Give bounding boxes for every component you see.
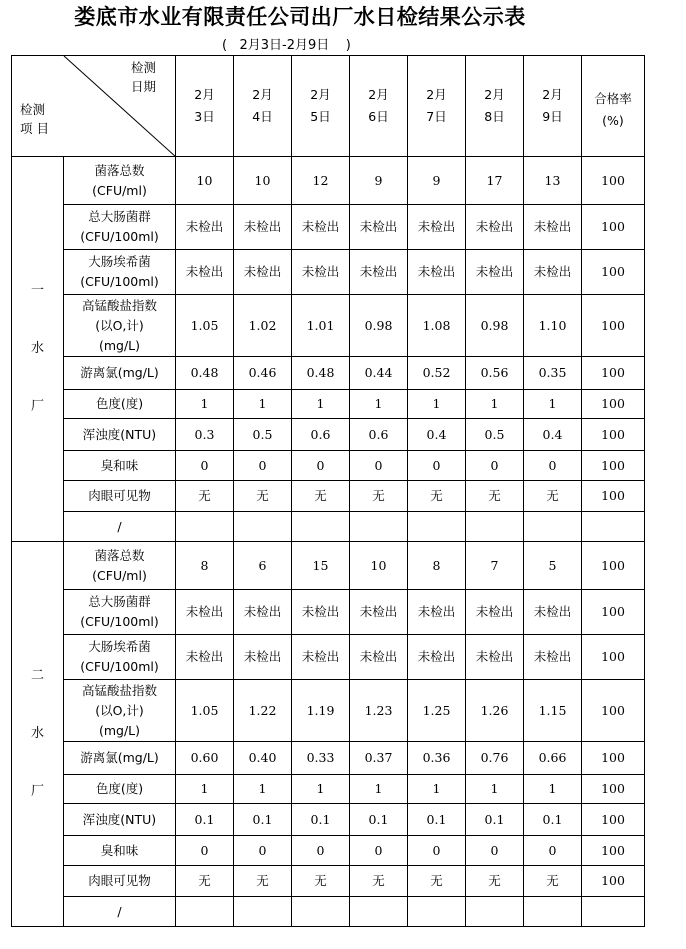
plant-name-char: 水	[30, 341, 44, 356]
result-value-cell: 15	[292, 542, 350, 590]
result-value-cell: 0	[176, 836, 234, 866]
result-value-cell	[350, 897, 408, 927]
table-row	[12, 742, 645, 775]
result-value-cell	[466, 897, 524, 927]
result-value-cell: 0	[466, 451, 524, 481]
result-value-cell: 未检出	[176, 205, 234, 250]
table-row	[12, 542, 645, 590]
result-value-cell: 无	[234, 866, 292, 897]
result-value-cell: 0.4	[524, 419, 582, 451]
result-value-cell: 0	[466, 836, 524, 866]
result-value-cell: 0.60	[176, 742, 234, 775]
table-row	[12, 250, 645, 295]
result-value-cell: 1	[524, 390, 582, 419]
test-item-cell: 臭和味	[64, 836, 176, 866]
result-value-cell: 1.26	[466, 680, 524, 742]
test-item-cell: 浑浊度(NTU)	[64, 419, 176, 451]
result-value-cell: 17	[466, 157, 524, 205]
test-item-cell: 肉眼可见物	[64, 866, 176, 897]
result-value-cell: 未检出	[234, 635, 292, 680]
pass-rate-cell: 100	[582, 542, 645, 590]
test-item-cell: 臭和味	[64, 451, 176, 481]
result-value-cell: 未检出	[524, 590, 582, 635]
result-value-cell: 0.35	[524, 357, 582, 390]
result-value-cell: 无	[234, 481, 292, 512]
result-value-cell: 1	[350, 390, 408, 419]
result-value-cell: 0	[524, 451, 582, 481]
table-row	[12, 804, 645, 836]
result-value-cell: 0	[350, 451, 408, 481]
pass-rate-cell: 100	[582, 775, 645, 804]
date-header: 2月 8日	[466, 56, 524, 157]
result-value-cell: 未检出	[292, 635, 350, 680]
result-value-cell: 未检出	[176, 635, 234, 680]
result-value-cell: 0	[350, 836, 408, 866]
result-value-cell: 0	[292, 451, 350, 481]
result-value-cell: 未检出	[466, 250, 524, 295]
date-header: 2月 4日	[234, 56, 292, 157]
date-header: 2月 5日	[292, 56, 350, 157]
table-row	[12, 295, 645, 357]
result-value-cell	[524, 512, 582, 542]
result-value-cell: 1	[234, 390, 292, 419]
result-value-cell: 无	[176, 481, 234, 512]
pass-rate-cell: 100	[582, 635, 645, 680]
result-value-cell: 1.23	[350, 680, 408, 742]
result-value-cell	[524, 897, 582, 927]
test-item-cell: 色度(度)	[64, 775, 176, 804]
table-row	[12, 512, 645, 542]
date-range: ( 2月3日-2月9日 )	[222, 38, 351, 53]
result-value-cell: 未检出	[292, 205, 350, 250]
table-row	[12, 866, 645, 897]
pass-rate-cell: 100	[582, 205, 645, 250]
results-table	[11, 55, 645, 927]
pass-rate-cell: 100	[582, 390, 645, 419]
pass-rate-cell: 100	[582, 590, 645, 635]
table-row	[12, 419, 645, 451]
corner-header-cell	[12, 56, 176, 157]
pass-rate-cell: 100	[582, 481, 645, 512]
table-row	[12, 680, 645, 742]
result-value-cell: 未检出	[524, 250, 582, 295]
result-value-cell: 0	[292, 836, 350, 866]
plant-name-char: 水	[30, 726, 44, 741]
plant-name-char: 二	[30, 668, 44, 683]
table-row	[12, 357, 645, 390]
result-value-cell: 1.22	[234, 680, 292, 742]
result-value-cell: 12	[292, 157, 350, 205]
result-value-cell: 0.1	[292, 804, 350, 836]
test-item-cell: 总大肠菌群 (CFU/100ml)	[64, 205, 176, 250]
table-row	[12, 836, 645, 866]
result-value-cell: 1.25	[408, 680, 466, 742]
result-value-cell: 1.19	[292, 680, 350, 742]
result-value-cell: 0.36	[408, 742, 466, 775]
result-value-cell: 未检出	[176, 590, 234, 635]
date-header: 2月 7日	[408, 56, 466, 157]
result-value-cell	[234, 897, 292, 927]
pass-rate-cell: 100	[582, 866, 645, 897]
test-item-cell: 肉眼可见物	[64, 481, 176, 512]
result-value-cell	[292, 897, 350, 927]
result-value-cell	[176, 512, 234, 542]
result-value-cell: 5	[524, 542, 582, 590]
result-value-cell: 0.1	[524, 804, 582, 836]
result-value-cell: 未检出	[524, 635, 582, 680]
result-value-cell: 0	[176, 451, 234, 481]
result-value-cell: 1.02	[234, 295, 292, 357]
result-value-cell: 无	[176, 866, 234, 897]
result-value-cell: 未检出	[466, 205, 524, 250]
result-value-cell: 0.1	[408, 804, 466, 836]
result-value-cell: 0.3	[176, 419, 234, 451]
result-value-cell: 0.5	[234, 419, 292, 451]
result-value-cell: 0.56	[466, 357, 524, 390]
result-value-cell: 0.6	[350, 419, 408, 451]
pass-rate-cell: 100	[582, 419, 645, 451]
result-value-cell: 0.1	[176, 804, 234, 836]
result-value-cell: 0.66	[524, 742, 582, 775]
result-value-cell: 未检出	[408, 635, 466, 680]
result-value-cell: 10	[234, 157, 292, 205]
pass-rate-cell: 100	[582, 250, 645, 295]
pass-rate-cell: 100	[582, 157, 645, 205]
result-value-cell: 1.08	[408, 295, 466, 357]
test-item-cell: 总大肠菌群 (CFU/100ml)	[64, 590, 176, 635]
result-value-cell: 8	[408, 542, 466, 590]
result-value-cell	[292, 512, 350, 542]
result-value-cell	[408, 897, 466, 927]
result-value-cell: 1	[234, 775, 292, 804]
pass-rate-cell	[582, 512, 645, 542]
result-value-cell: 无	[524, 481, 582, 512]
result-value-cell: 1	[408, 390, 466, 419]
pass-rate-cell: 100	[582, 804, 645, 836]
result-value-cell	[176, 897, 234, 927]
plant-name-char: 一	[30, 283, 44, 298]
result-value-cell: 未检出	[350, 205, 408, 250]
result-value-cell: 未检出	[408, 590, 466, 635]
result-value-cell: 1	[176, 775, 234, 804]
result-value-cell: 无	[466, 866, 524, 897]
result-value-cell	[350, 512, 408, 542]
result-value-cell: 0	[408, 836, 466, 866]
result-value-cell: 1	[292, 775, 350, 804]
test-item-cell: 高锰酸盐指数 (以O,计) (mg/L)	[64, 680, 176, 742]
result-value-cell: 未检出	[350, 250, 408, 295]
result-value-cell: 未检出	[350, 635, 408, 680]
corner-header-date: 检测 日期	[130, 60, 156, 94]
corner-header-item: 检测 项 目	[20, 102, 49, 136]
result-value-cell: 无	[408, 866, 466, 897]
test-item-cell: 游离氯(mg/L)	[64, 742, 176, 775]
result-value-cell: 1	[524, 775, 582, 804]
table-row	[12, 897, 645, 927]
result-value-cell: 1	[176, 390, 234, 419]
result-value-cell: 无	[350, 866, 408, 897]
result-value-cell: 1	[466, 390, 524, 419]
table-row	[12, 451, 645, 481]
result-value-cell: 0.48	[176, 357, 234, 390]
table-row	[12, 481, 645, 512]
result-value-cell: 0.33	[292, 742, 350, 775]
result-value-cell: 0	[234, 451, 292, 481]
date-header: 2月 3日	[176, 56, 234, 157]
result-value-cell: 0.98	[350, 295, 408, 357]
test-item-cell: 色度(度)	[64, 390, 176, 419]
test-item-cell: 大肠埃希菌 (CFU/100ml)	[64, 635, 176, 680]
result-value-cell: 未检出	[408, 205, 466, 250]
result-value-cell: 未检出	[466, 590, 524, 635]
pass-rate-cell: 100	[582, 680, 645, 742]
result-value-cell: 8	[176, 542, 234, 590]
test-item-cell: /	[64, 897, 176, 927]
test-item-cell: 高锰酸盐指数 (以O,计) (mg/L)	[64, 295, 176, 357]
result-value-cell: 0	[408, 451, 466, 481]
result-value-cell: 未检出	[234, 205, 292, 250]
result-value-cell: 0.46	[234, 357, 292, 390]
result-value-cell: 10	[350, 542, 408, 590]
table-row	[12, 590, 645, 635]
date-header: 2月 6日	[350, 56, 408, 157]
test-item-cell: 大肠埃希菌 (CFU/100ml)	[64, 250, 176, 295]
result-value-cell: 0	[524, 836, 582, 866]
result-value-cell: 13	[524, 157, 582, 205]
pass-rate-cell: 100	[582, 357, 645, 390]
result-value-cell: 1.01	[292, 295, 350, 357]
table-row	[12, 205, 645, 250]
result-value-cell: 1	[292, 390, 350, 419]
result-value-cell: 9	[350, 157, 408, 205]
result-value-cell: 未检出	[234, 590, 292, 635]
result-value-cell: 未检出	[466, 635, 524, 680]
result-value-cell: 0	[234, 836, 292, 866]
result-value-cell: 0.4	[408, 419, 466, 451]
table-row	[12, 775, 645, 804]
result-value-cell: 6	[234, 542, 292, 590]
result-value-cell: 1.05	[176, 295, 234, 357]
table-row	[12, 157, 645, 205]
result-value-cell: 无	[408, 481, 466, 512]
result-value-cell: 无	[292, 481, 350, 512]
date-header: 2月 9日	[524, 56, 582, 157]
test-item-cell: 菌落总数 (CFU/ml)	[64, 542, 176, 590]
result-value-cell: 未检出	[176, 250, 234, 295]
result-value-cell	[408, 512, 466, 542]
result-value-cell: 0.44	[350, 357, 408, 390]
result-value-cell: 0.6	[292, 419, 350, 451]
pass-rate-cell: 100	[582, 836, 645, 866]
plant-name-cell	[12, 542, 64, 927]
pass-rate-cell: 100	[582, 742, 645, 775]
result-value-cell: 1.15	[524, 680, 582, 742]
test-item-cell: 菌落总数 (CFU/ml)	[64, 157, 176, 205]
result-value-cell: 无	[350, 481, 408, 512]
result-value-cell: 1	[466, 775, 524, 804]
result-value-cell: 无	[292, 866, 350, 897]
result-value-cell: 1	[350, 775, 408, 804]
pass-rate-cell: 100	[582, 295, 645, 357]
table-row	[12, 390, 645, 419]
result-value-cell: 0.5	[466, 419, 524, 451]
result-value-cell: 0.37	[350, 742, 408, 775]
result-value-cell: 0.98	[466, 295, 524, 357]
table-row	[12, 635, 645, 680]
pass-rate-cell: 100	[582, 451, 645, 481]
result-value-cell: 9	[408, 157, 466, 205]
result-value-cell	[466, 512, 524, 542]
result-value-cell: 1	[408, 775, 466, 804]
result-value-cell: 7	[466, 542, 524, 590]
result-value-cell: 0.1	[234, 804, 292, 836]
header-row	[12, 56, 645, 157]
result-value-cell: 0.76	[466, 742, 524, 775]
result-value-cell: 未检出	[350, 590, 408, 635]
test-item-cell: 游离氯(mg/L)	[64, 357, 176, 390]
result-value-cell: 0.48	[292, 357, 350, 390]
result-value-cell: 0.52	[408, 357, 466, 390]
result-value-cell: 0.40	[234, 742, 292, 775]
plant-name-cell	[12, 157, 64, 542]
plant-name-char: 厂	[30, 399, 44, 414]
result-value-cell: 未检出	[524, 205, 582, 250]
pass-rate-header: 合格率 (%)	[582, 56, 645, 157]
result-value-cell	[234, 512, 292, 542]
pass-rate-cell	[582, 897, 645, 927]
result-value-cell: 0.1	[466, 804, 524, 836]
page-title: 娄底市水业有限责任公司出厂水日检结果公示表	[74, 5, 526, 29]
result-value-cell: 1.05	[176, 680, 234, 742]
result-value-cell: 无	[524, 866, 582, 897]
result-value-cell: 无	[466, 481, 524, 512]
result-value-cell: 未检出	[292, 590, 350, 635]
result-value-cell: 未检出	[292, 250, 350, 295]
test-item-cell: /	[64, 512, 176, 542]
result-value-cell: 0.1	[350, 804, 408, 836]
result-value-cell: 未检出	[408, 250, 466, 295]
result-value-cell: 未检出	[234, 250, 292, 295]
result-value-cell: 1.10	[524, 295, 582, 357]
test-item-cell: 浑浊度(NTU)	[64, 804, 176, 836]
plant-name-char: 厂	[30, 784, 44, 799]
result-value-cell: 10	[176, 157, 234, 205]
